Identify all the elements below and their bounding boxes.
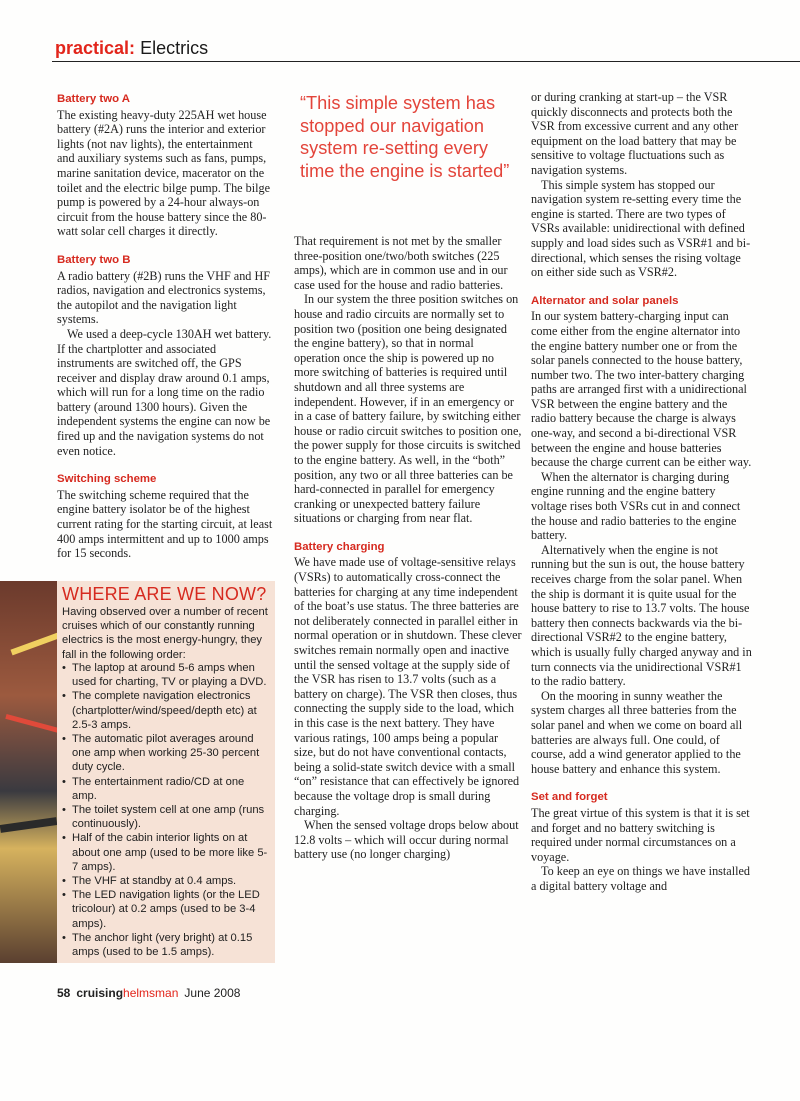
header-rule	[52, 61, 800, 62]
wiring-photo	[0, 581, 57, 963]
section-label: practical:	[55, 38, 136, 58]
wire-decoration	[0, 817, 57, 833]
paragraph: Alternatively when the engine is not running but the sun is out, the house battery receives charge from the solar panel. When the ship is dormant it is quite usual for the house battery to rise to 13.7 volts. The house battery then connects backwards via the bi-directional VSR#2 to the engine battery, which is usually fully charged anyway and in turn connects via the unidirectional VSR#1 to the radio battery.	[531, 542, 752, 689]
paragraph: The great virtue of this system is that it is set and forget and no battery switching is required under normal circumstances on a voyage.	[531, 805, 750, 864]
paragraph: We used a deep-cycle 130AH wet battery. If the chartplotter and associated instruments are switched off, the GPS receiver and display draw around 0.1 amps, which will run for a long time on the radio battery (around 1300 hours). Given the independent systems the engine can now be fired up and the navigation systems do not even notice.	[57, 326, 272, 458]
heading-alternator-solar: Alternator and solar panels	[531, 294, 679, 307]
magazine-name-light: helmsman	[123, 986, 179, 1000]
wire-decoration	[10, 633, 57, 656]
list-item: • The complete navigation electronics (chartplotter/wind/speed/depth etc) at 2.5-3 amps.	[62, 689, 272, 732]
list-item: • The toilet system cell at one amp (runs continuously).	[62, 803, 272, 831]
list-item: • The laptop at around 5-6 amps when used for charting, TV or playing a DVD.	[62, 661, 272, 689]
list-item: • The entertainment radio/CD at one amp.	[62, 775, 272, 803]
page-number: 58	[57, 986, 71, 1000]
list-item: • The anchor light (very bright) at 0.15 amps (used to be 1.5 amps).	[62, 931, 272, 959]
list-item: • The VHF at standby at 0.4 amps.	[62, 874, 272, 888]
heading-battery-two-b: Battery two B	[57, 253, 131, 266]
column-1	[57, 90, 273, 561]
list-item: • The automatic pilot averages around one amp when working 25-30 percent duty cycle.	[62, 732, 272, 775]
heading-switching-scheme: Switching scheme	[57, 473, 157, 486]
sidebar-box	[57, 581, 275, 963]
sidebar-list	[62, 661, 272, 959]
magazine-name-bold: cruising	[76, 986, 124, 1000]
column-2	[294, 234, 522, 862]
sidebar-title: WHERE ARE WE NOW?	[62, 584, 267, 604]
paragraph: On the mooring in sunny weather the system charges all three batteries from the solar panel and when we come on board all batteries are always full. One could, of course, add a wind generator applied to the house battery and enhance this system.	[531, 688, 743, 776]
paragraph: In our system the three position switches on house and radio circuits are normally set to position two (position one being designated the engine battery), so that in normal operation once the ship is powered up no more switching of batteries is required until shutdown and all three systems are independent. However, if in an emergency or in a case of battery failure, by switching either house or radio circuit switches to position one, the power supply for those circuits is switched to the engine battery. As well, in the “both” position, any two or all three batteries can be hard-connected in parallel for emergency cranking or unexpected battery failure situations or charging from near flat.	[294, 292, 522, 526]
list-item: • Half of the cabin interior lights on at about one amp (used to be more like 5-7 amps).	[62, 831, 272, 874]
paragraph: To keep an eye on things we have installed a digital battery voltage and	[531, 864, 750, 893]
paragraph: The switching scheme required that the engine battery isolator be of the highest current rating for the starting circuit, at least 400 amps intermittent and up to 1000 amps for 15 seconds.	[57, 487, 273, 561]
pull-quote: “This simple system has stopped our navigation system re-setting every time the engine is started”	[300, 93, 510, 181]
paragraph: or during cranking at start-up – the VSR quickly disconnects and protects both the VSR from excessive current and any other equipment on the load battery that may be sensitive to voltage fluctuations such as navigation systems.	[531, 90, 739, 177]
sidebar-intro: Having observed over a number of recent cruises which of our constantly running electrics is the most energy-hungry, they fall in the following order:	[62, 606, 268, 661]
paragraph: A radio battery (#2B) runs the VHF and HF radios, navigation and electronics systems, the autopilot and the navigation light systems.	[57, 268, 271, 327]
page-footer	[57, 986, 240, 1000]
section-header	[55, 38, 208, 59]
column-3	[531, 90, 753, 893]
paragraph: When the alternator is charging during engine running and the engine battery voltage rises both VSRs cut in and connect the house and radio batteries to the engine battery.	[531, 469, 741, 543]
heading-battery-two-a: Battery two A	[57, 93, 130, 105]
list-item: • The LED navigation lights (or the LED tricolour) at 0.2 amps (used to be 3-4 amps).	[62, 888, 272, 931]
heading-battery-charging: Battery charging	[294, 540, 385, 553]
heading-set-and-forget: Set and forget	[531, 791, 608, 804]
paragraph: When the sensed voltage drops below about 12.8 volts – which will occur during normal battery use (no longer charging)	[294, 818, 519, 862]
paragraph: That requirement is not met by the smaller three-position one/two/both switches (225 amps), which are in common use and in our case used for the house and radio batteries.	[294, 234, 508, 292]
paragraph: The existing heavy-duty 225AH wet house battery (#2A) runs the interior and exterior lights (not nav lights), the entertainment and auxiliary systems such as fans, pumps, marine sanitation device, macerator on the toilet and the electric bilge pump. The bilge pump is powered by a 24-hour always-on circuit from the house battery since the 80-watt solar cell charges it directly.	[57, 107, 270, 239]
paragraph: We have made use of voltage-sensitive relays (VSRs) to automatically cross-connect the batteries for charging at any time independent of the boat’s use status. The three batteries are not deliberately connected in parallel either in normal operation or in shutdown. These clever switches remain normally open and inactive until the sensed voltage at the supply side of the VSR has risen to 13.7 volts (such as a battery on charge). The VSR then closes, thus connecting the supply side to the load, which in this case is the next battery. They have various ratings, 100 amps being a popular size, but do not have conventional contacts, being a solid-state switch device with a small “on” resistance that can effectively be ignored because the voltage drop is small during charging.	[294, 555, 522, 818]
wire-decoration	[5, 714, 57, 733]
paragraph: In our system battery-charging input can come either from the engine alternator into the engine battery number one or from the solar panels connected to the house battery, number two. The two inter-battery charging paths are arranged first with a unidirectional VSR between the engine battery and the radio battery because the charge is always one-way, and second a bi-directional VSR between the engine and house batteries because the charge current can be either way.	[531, 309, 752, 470]
paragraph: This simple system has stopped our navigation system re-setting every time the engine is started. There are two types of VSRs available: unidirectional with defined supply and load sides such as VSR#1 and bi-directional, which senses the rising voltage on either side such as VSR#2.	[531, 177, 751, 280]
section-topic: Electrics	[140, 38, 209, 58]
issue-date: June 2008	[184, 986, 241, 1000]
